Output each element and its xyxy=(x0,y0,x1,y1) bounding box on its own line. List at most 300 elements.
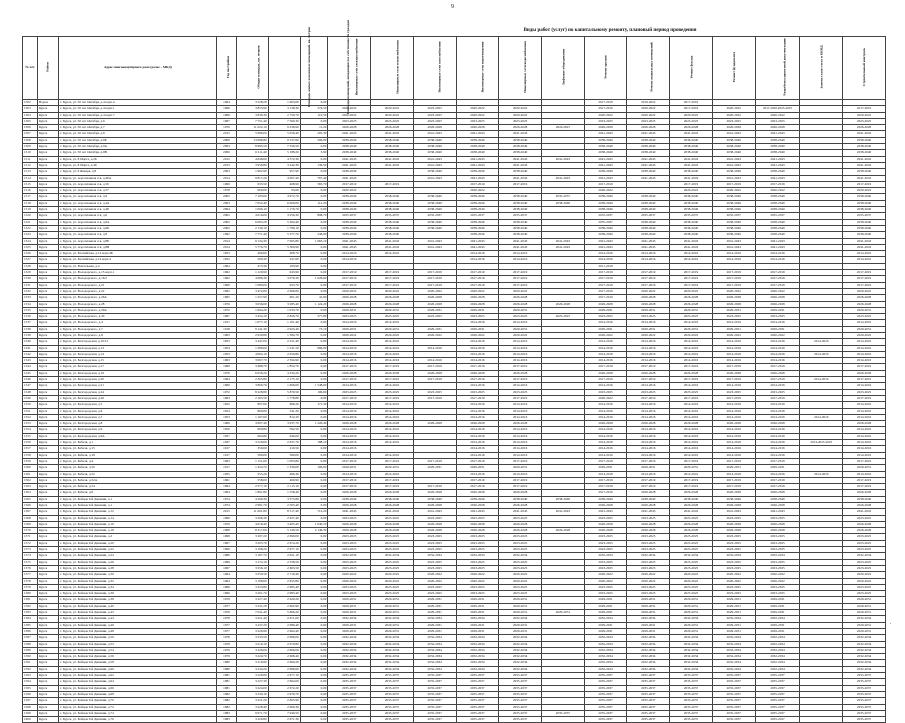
cell-psd: 2035-2037 xyxy=(755,685,800,691)
page-corner-mark: . xyxy=(890,620,892,626)
cell-water: 2014-2016 xyxy=(499,414,542,420)
cell-roof: 2026-2028 xyxy=(584,301,627,307)
column-header-gas xyxy=(413,37,456,100)
cell-roof: 2023-2025 xyxy=(584,591,627,597)
cell-sewer: 2020-2022 xyxy=(456,188,499,194)
cell-area: 1 257,90 xyxy=(236,295,268,301)
cell-electro: 2014-2016 xyxy=(328,471,371,477)
cell-facade: 2014-2016 xyxy=(670,339,713,345)
cell-living: 3 056,30 xyxy=(268,213,300,219)
cell-psd: 2014-2016 xyxy=(755,320,800,326)
cell-psd: 2017-2019 xyxy=(755,395,800,401)
cell-water: 2035-2037 xyxy=(499,717,542,723)
cell-year: 1983 xyxy=(217,710,236,716)
cell-electro: 2026-2028 xyxy=(328,521,371,527)
cell-owners: 0,00 xyxy=(300,616,328,622)
cell-electro: 2014-2016 xyxy=(328,440,371,446)
cell-basement: 2017-2019 xyxy=(627,364,670,370)
cell-gas: 2041-2043 xyxy=(413,156,456,162)
cell-electro: 2014-2016 xyxy=(328,358,371,364)
cell-sewer: 2038-2040 xyxy=(456,219,499,225)
cell-owners: 106,00 xyxy=(300,465,328,471)
cell-sewer: 2032-2034 xyxy=(456,654,499,660)
cell-year: 1963 xyxy=(217,332,236,338)
cell-sewer: 2041-2043 xyxy=(456,244,499,250)
cell-year: 1952 xyxy=(217,402,236,408)
cell-no: 1513 xyxy=(23,169,38,175)
cell-basement: 2029-2031 xyxy=(627,465,670,471)
cell-address: г. Курск, ул. Бойцов 9-й Дивизии, д.1 xyxy=(59,503,217,509)
cell-owners: 0,00 xyxy=(300,591,328,597)
cell-living: 1 558,40 xyxy=(268,490,300,496)
cell-control: 2017-2019 xyxy=(843,484,886,490)
cell-district: Курск xyxy=(37,565,58,571)
cell-control: 2041-2043 xyxy=(843,244,886,250)
cell-living: 2 686,40 xyxy=(268,622,300,628)
cell-area: 5 986,00 xyxy=(236,131,268,137)
cell-address: г. Курск, ул. Бойцов 9-й Дивизии, д.14 xyxy=(59,515,217,521)
cell-district: Курск xyxy=(37,421,58,427)
cell-facade: 2035-2037 xyxy=(670,679,713,685)
cell-year: 1963 xyxy=(217,458,236,464)
cell-address: г. Курск, ул. Бойцов 9-й Дивизии, д.2 xyxy=(59,534,217,540)
cell-living: 3 575,80 xyxy=(268,496,300,502)
cell-water: 2029-2031 xyxy=(499,628,542,634)
cell-no: 1585 xyxy=(23,622,38,628)
cell-electro: 2032-2034 xyxy=(328,635,371,641)
cell-living: 541,20 xyxy=(268,408,300,414)
cell-heat: 2023-2025 xyxy=(371,565,414,571)
cell-facade: 2020-2022 xyxy=(670,188,713,194)
cell-water: 2014-2016 xyxy=(499,440,542,446)
cell-living: 4 067,40 xyxy=(268,175,300,181)
cell-area: 3 447,00 xyxy=(236,339,268,345)
cell-living: 7 065,80 xyxy=(268,238,300,244)
cell-sewer: 2029-2031 xyxy=(456,326,499,332)
cell-year: 1970 xyxy=(217,125,236,131)
cell-heat: 2020-2022 xyxy=(371,112,414,118)
cell-heat: 2014-2016 xyxy=(371,433,414,439)
cell-living: 2 685,40 xyxy=(268,584,300,590)
cell-electro: 2029-2031 xyxy=(328,465,371,471)
cell-gas: 2032-2034 xyxy=(413,641,456,647)
cell-district: Курск xyxy=(37,471,58,477)
cell-gas: 2035-2037 xyxy=(413,710,456,716)
cell-living: 5 866,20 xyxy=(268,610,300,616)
cell-facade: 2041-2043 xyxy=(670,244,713,250)
cell-year: 1978 xyxy=(217,635,236,641)
cell-control: 2017-2019 xyxy=(843,477,886,483)
cell-gas: 2035-2037 xyxy=(413,679,456,685)
cell-roof: 2017-2019 xyxy=(584,458,627,464)
cell-heat: 2014-2016 xyxy=(371,471,414,477)
cell-water: 2020-2022 xyxy=(499,106,542,112)
cell-psd: 2014-2016 xyxy=(755,345,800,351)
cell-area: 3 472,60 xyxy=(236,288,268,294)
cell-living: 1 231,50 xyxy=(268,345,300,351)
cell-heat: 2041-2043 xyxy=(371,509,414,515)
cell-sewer: 2014-2016 xyxy=(456,339,499,345)
cell-year: 1967 xyxy=(217,565,236,571)
cell-roof: 2023-2025 xyxy=(584,515,627,521)
cell-address: г. Курск, ул. Бойцов 9-й Дивизии, д.54 xyxy=(59,647,217,653)
cell-water: 2014-2016 xyxy=(499,339,542,345)
cell-control: 2041-2043 xyxy=(843,131,886,137)
cell-area: 3 237,20 xyxy=(236,622,268,628)
cell-gas: 2029-2031 xyxy=(413,307,456,313)
cell-roof: 2017-2019 xyxy=(584,490,627,496)
cell-foundation: 2038-2040 xyxy=(712,150,755,156)
cell-facade: 2041-2043 xyxy=(670,509,713,515)
cell-psd: 2026-2028 xyxy=(755,490,800,496)
cell-heat: 2041-2043 xyxy=(371,238,414,244)
cell-electro: 2026-2028 xyxy=(328,370,371,376)
cell-address: г. Курск, ул. Бойцов 9-й Дивизии, д.38 xyxy=(59,597,217,603)
cell-heat: 2029-2031 xyxy=(371,622,414,628)
cell-district: Курск xyxy=(37,477,58,483)
cell-basement: 2038-2040 xyxy=(627,137,670,143)
cell-foundation: 2035-2037 xyxy=(712,213,755,219)
cell-district: Курск xyxy=(37,339,58,345)
cell-roof: 2026-2028 xyxy=(584,503,627,509)
cell-heat: 2020-2022 xyxy=(371,288,414,294)
cell-year: 1918 xyxy=(217,326,236,332)
cell-owners: 73,10 xyxy=(300,326,328,332)
cell-foundation: 2023-2025 xyxy=(712,389,755,395)
cell-sewer: 2038-2040 xyxy=(456,496,499,502)
cell-living: 2 627,40 xyxy=(268,515,300,521)
cell-address: г. Курск, ул. Володарского, д.29А xyxy=(59,307,217,313)
cell-district: Курск xyxy=(37,496,58,502)
cell-roof: 2014-2016 xyxy=(584,320,627,326)
cell-no: 1519 xyxy=(23,207,38,213)
cell-water: 2032-2034 xyxy=(499,654,542,660)
cell-roof: 2038-2040 xyxy=(584,137,627,143)
cell-district: Курск xyxy=(37,276,58,282)
cell-electro: 2032-2034 xyxy=(328,666,371,672)
cell-year: 1961 xyxy=(217,477,236,483)
cell-control: 2029-2031 xyxy=(843,603,886,609)
cell-sewer: 2023-2025 xyxy=(456,591,499,597)
cell-facade: 2017-2019 xyxy=(670,282,713,288)
cell-owners: 577,80 xyxy=(300,314,328,320)
cell-owners: 0,00 xyxy=(300,471,328,477)
cell-basement: 2032-2034 xyxy=(627,666,670,672)
cell-owners: 0,00 xyxy=(300,370,328,376)
cell-owners: 0,00 xyxy=(300,641,328,647)
cell-basement: 2038-2040 xyxy=(627,169,670,175)
cell-owners: 0,00 xyxy=(300,628,328,634)
cell-area: 4 086,30 xyxy=(236,276,268,282)
cell-basement: 2041-2043 xyxy=(627,175,670,181)
cell-psd: 2041-2043 xyxy=(755,162,800,168)
cell-electro: 2014-2016 xyxy=(328,433,371,439)
cell-living: 1 330,00 xyxy=(268,465,300,471)
cell-facade: 2041-2043 xyxy=(670,162,713,168)
cell-address: г. Курск, ул. Аэропланная 2-я, д.4А xyxy=(59,200,217,206)
cell-district: Курск xyxy=(37,106,58,112)
cell-water: 2014-2016 xyxy=(499,257,542,263)
cell-district: Курск xyxy=(37,635,58,641)
column-header-label: Район xyxy=(46,62,51,73)
cell-roof: 2035-2037 xyxy=(584,673,627,679)
cell-heat: 2023-2025 xyxy=(371,591,414,597)
cell-elevator: 2024,2025 xyxy=(542,125,585,131)
cell-area: 966,00 xyxy=(236,188,268,194)
cell-control: 2014-2016 xyxy=(843,402,886,408)
cell-heat: 2038-2040 xyxy=(371,200,414,206)
cell-owners: 0,00 xyxy=(300,635,328,641)
cell-roof: 2038-2040 xyxy=(584,207,627,213)
cell-heat: 2035-2037 xyxy=(371,698,414,704)
cell-psd: 2029-2031 xyxy=(755,622,800,628)
cell-psd: 2023-2025 xyxy=(755,389,800,395)
cell-sewer: 2023-2025 xyxy=(456,584,499,590)
cell-area: 964,80 xyxy=(236,433,268,439)
cell-living: 2 665,90 xyxy=(268,698,300,704)
cell-year: 1967 xyxy=(217,314,236,320)
cell-foundation: 2014-2016 xyxy=(712,339,755,345)
cell-living: 2 505,40 xyxy=(268,503,300,509)
cell-basement: 2020-2022 xyxy=(627,332,670,338)
cell-control: 2023-2025 xyxy=(843,584,886,590)
cell-no: 1583 xyxy=(23,610,38,616)
cell-foundation: 2026-2028 xyxy=(712,521,755,527)
cell-district: Курск xyxy=(37,282,58,288)
cell-electro: 2020-2022 xyxy=(328,112,371,118)
cell-area: 558,60 xyxy=(236,477,268,483)
cell-address: г. Курск, ул. Белгородская, д.21 xyxy=(59,383,217,389)
cell-heat: 2023-2025 xyxy=(371,515,414,521)
cell-address: г. Курск, ул. Бойцов 9-й Дивизии, д.72 xyxy=(59,704,217,710)
cell-owners: 171,30 xyxy=(300,402,328,408)
cell-district: Курск xyxy=(37,553,58,559)
cell-foundation: 2029-2031 xyxy=(712,603,755,609)
cell-no: 1578 xyxy=(23,578,38,584)
cell-sewer: 2023-2025 xyxy=(456,547,499,553)
cell-control: 2038-2040 xyxy=(843,200,886,206)
cell-district: Курск xyxy=(37,232,58,238)
cell-sewer: 2020-2022 xyxy=(456,288,499,294)
cell-address: г. Курск, ул. 9 Января, д.8 xyxy=(59,169,217,175)
cell-owners: 898,70 xyxy=(300,213,328,219)
cell-district: Курск xyxy=(37,503,58,509)
cell-year: 1917 xyxy=(217,452,236,458)
cell-district: Курск xyxy=(37,377,58,383)
cell-psd: 2038-2040 xyxy=(755,194,800,200)
cell-facade: 2023-2025 xyxy=(670,540,713,546)
cell-living: 2 664,00 xyxy=(268,679,300,685)
cell-facade: 2017-2019 xyxy=(670,270,713,276)
cell-roof: 2032-2034 xyxy=(584,641,627,647)
cell-facade: 2014-2016 xyxy=(670,345,713,351)
cell-basement: 2035-2037 xyxy=(627,673,670,679)
cell-foundation: 2038-2040 xyxy=(712,137,755,143)
cell-psd: 2023-2025 xyxy=(755,515,800,521)
cell-facade: 2023-2025 xyxy=(670,534,713,540)
cell-gas: 2026-2028 xyxy=(413,301,456,307)
cell-living: 5 300,90 xyxy=(268,244,300,250)
cell-water: 2023-2025 xyxy=(499,515,542,521)
cell-electro: 2032-2034 xyxy=(328,641,371,647)
cell-sewer: 2017-2019 xyxy=(456,377,499,383)
cell-foundation: 2017-2019 xyxy=(712,484,755,490)
cell-area: 580,00 xyxy=(236,452,268,458)
cell-no: 1568 xyxy=(23,515,38,521)
cell-electro: 2014-2016 xyxy=(328,427,371,433)
cell-living: 1 776,80 xyxy=(268,395,300,401)
cell-owners: 0,00 xyxy=(300,647,328,653)
cell-psd: 2017-2019 xyxy=(755,458,800,464)
cell-address: г. Курск, ул. Аэропланная 2-я, д.6А xyxy=(59,219,217,225)
cell-facade: 2029-2031 xyxy=(670,628,713,634)
cell-no: 1545 xyxy=(23,370,38,376)
cell-address: г. Курск, ул. Бебеля, д.6 xyxy=(59,490,217,496)
cell-district: Курск xyxy=(37,559,58,565)
cell-district: Курск xyxy=(37,616,58,622)
cell-psd: 2038-2040 xyxy=(755,169,800,175)
cell-control: 2014-2016 xyxy=(843,257,886,263)
cell-foundation: 2041-2043 xyxy=(712,162,755,168)
cell-control: 2023-2025 xyxy=(843,515,886,521)
cell-living: 408,70 xyxy=(268,251,300,257)
cell-year: 1980 xyxy=(217,660,236,666)
cell-address: г. Курск, ул. Володарского, д.28 xyxy=(59,301,217,307)
cell-address: г. Курск, ул. 50 лет Октября, д.4 корп.7 xyxy=(59,112,217,118)
cell-gas: 2026-2028 xyxy=(413,125,456,131)
cell-foundation: 2032-2034 xyxy=(712,654,755,660)
cell-area: 4 016,00 xyxy=(236,213,268,219)
column-header-meters xyxy=(800,37,843,100)
cell-control: 2038-2040 xyxy=(843,225,886,231)
cell-gas: 2041-2043 xyxy=(413,131,456,137)
cell-gas: 2035-2037 xyxy=(413,673,456,679)
cell-owners: 0,00 xyxy=(300,408,328,414)
cell-gas: 2023-2025 xyxy=(413,106,456,112)
cell-district: Курск xyxy=(37,666,58,672)
cell-gas: 2029-2031 xyxy=(413,628,456,634)
cell-district: Курск xyxy=(37,628,58,634)
cell-no: 1527 xyxy=(23,257,38,263)
cell-area: 2 981,70 xyxy=(236,503,268,509)
cell-year: 1982 xyxy=(217,691,236,697)
cell-basement: 2026-2028 xyxy=(627,528,670,534)
cell-gas: 2020-2022 xyxy=(413,288,456,294)
cell-basement: 2035-2037 xyxy=(627,698,670,704)
cell-district: Курск xyxy=(37,660,58,666)
cell-psd: 2038-2040 xyxy=(755,225,800,231)
cell-area: 5 776,70 xyxy=(236,244,268,250)
cell-water: 2038-2040 xyxy=(499,169,542,175)
cell-no: 1541 xyxy=(23,345,38,351)
cell-gas: 2023-2025 xyxy=(413,591,456,597)
cell-owners: 1 124,20 xyxy=(300,301,328,307)
cell-electro: 2014-2016 xyxy=(328,446,371,452)
cell-address: г. Курск, ул. Балтийская, д.14 корп.4Б xyxy=(59,251,217,257)
cell-roof: 2023-2025 xyxy=(584,565,627,571)
cell-control: 2032-2034 xyxy=(843,660,886,666)
cell-psd: 2026-2028 xyxy=(755,370,800,376)
cell-basement: 2020-2022 xyxy=(627,106,670,112)
cell-foundation: 2029-2031 xyxy=(712,307,755,313)
cell-gas: 2038-2040 xyxy=(413,137,456,143)
cell-year: 1981 xyxy=(217,685,236,691)
cell-area: 3 219,90 xyxy=(236,660,268,666)
cell-roof: 2017-2019 xyxy=(584,295,627,301)
cell-sewer: 2026-2028 xyxy=(456,503,499,509)
cell-roof: 2020-2022 xyxy=(584,572,627,578)
cell-owners: 1 040,10 xyxy=(300,521,328,527)
cell-basement: 2038-2040 xyxy=(627,207,670,213)
cell-sewer: 2032-2034 xyxy=(456,660,499,666)
cell-control: 2023-2025 xyxy=(843,314,886,320)
cell-psd: 2041-2043 xyxy=(755,238,800,244)
cell-foundation: 2035-2037 xyxy=(712,679,755,685)
cell-owners: 0,00 xyxy=(300,673,328,679)
cell-area: 11 061,80 xyxy=(236,509,268,515)
cell-electro: 2035-2037 xyxy=(328,673,371,679)
cell-roof: 2041-2043 xyxy=(584,175,627,181)
cell-foundation: 2020-2022 xyxy=(712,188,755,194)
cell-owners: 0,00 xyxy=(300,257,328,263)
cell-psd: 2035-2037 xyxy=(755,704,800,710)
cell-owners: 0,00 xyxy=(300,207,328,213)
cell-psd: 2035-2037 xyxy=(755,691,800,697)
cell-foundation: 2014-2016 xyxy=(712,446,755,452)
cell-no: 1567 xyxy=(23,509,38,515)
cell-heat: 2035-2037 xyxy=(371,679,414,685)
cell-control: 2038-2040 xyxy=(843,207,886,213)
cell-year: 2003 xyxy=(217,169,236,175)
cell-gas: 2023-2025 xyxy=(413,534,456,540)
cell-basement: 2041-2043 xyxy=(627,244,670,250)
cell-roof: 2014-2016 xyxy=(584,402,627,408)
cell-facade: 2023-2025 xyxy=(670,591,713,597)
cell-district: Курск xyxy=(37,270,58,276)
cell-control: 2014-2016 xyxy=(843,339,886,345)
cell-area: 3 528,20 xyxy=(236,100,268,106)
cell-heat: 2035-2037 xyxy=(371,691,414,697)
cell-water: 2029-2031 xyxy=(499,326,542,332)
cell-foundation: 2038-2040 xyxy=(712,207,755,213)
cell-electro: 2041-2043 xyxy=(328,244,371,250)
cell-sewer: 2041-2043 xyxy=(456,175,499,181)
cell-no: 1534 xyxy=(23,301,38,307)
cell-gas: 2035-2037 xyxy=(413,704,456,710)
cell-owners: 205,30 xyxy=(300,131,328,137)
cell-living: 2 660,20 xyxy=(268,660,300,666)
cell-heat: 2014-2016 xyxy=(371,320,414,326)
cell-living: 3 405,40 xyxy=(268,521,300,527)
cell-elevator: 2041-2043 xyxy=(542,156,585,162)
cell-control: 2029-2031 xyxy=(843,628,886,634)
cell-foundation: 2041-2043 xyxy=(712,244,755,250)
cell-psd: 2041-2043 xyxy=(755,131,800,137)
cell-elevator: 2029-2031 xyxy=(542,610,585,616)
cell-electro: 2017-2019 xyxy=(328,477,371,483)
cell-district: Курск xyxy=(37,257,58,263)
cell-psd: 2020-2022 xyxy=(755,112,800,118)
cell-foundation: 2035-2037 xyxy=(712,717,755,723)
cell-facade: 2038-2040 xyxy=(670,137,713,143)
cell-owners: 0,00 xyxy=(300,565,328,571)
cell-area: 3 853,90 xyxy=(236,106,268,112)
cell-psd: 2032-2034 xyxy=(755,660,800,666)
cell-living: 5 304,40 xyxy=(268,219,300,225)
cell-electro: 2020-2022 xyxy=(328,332,371,338)
cell-owners: 0,00 xyxy=(300,691,328,697)
column-header-basement xyxy=(627,37,670,100)
